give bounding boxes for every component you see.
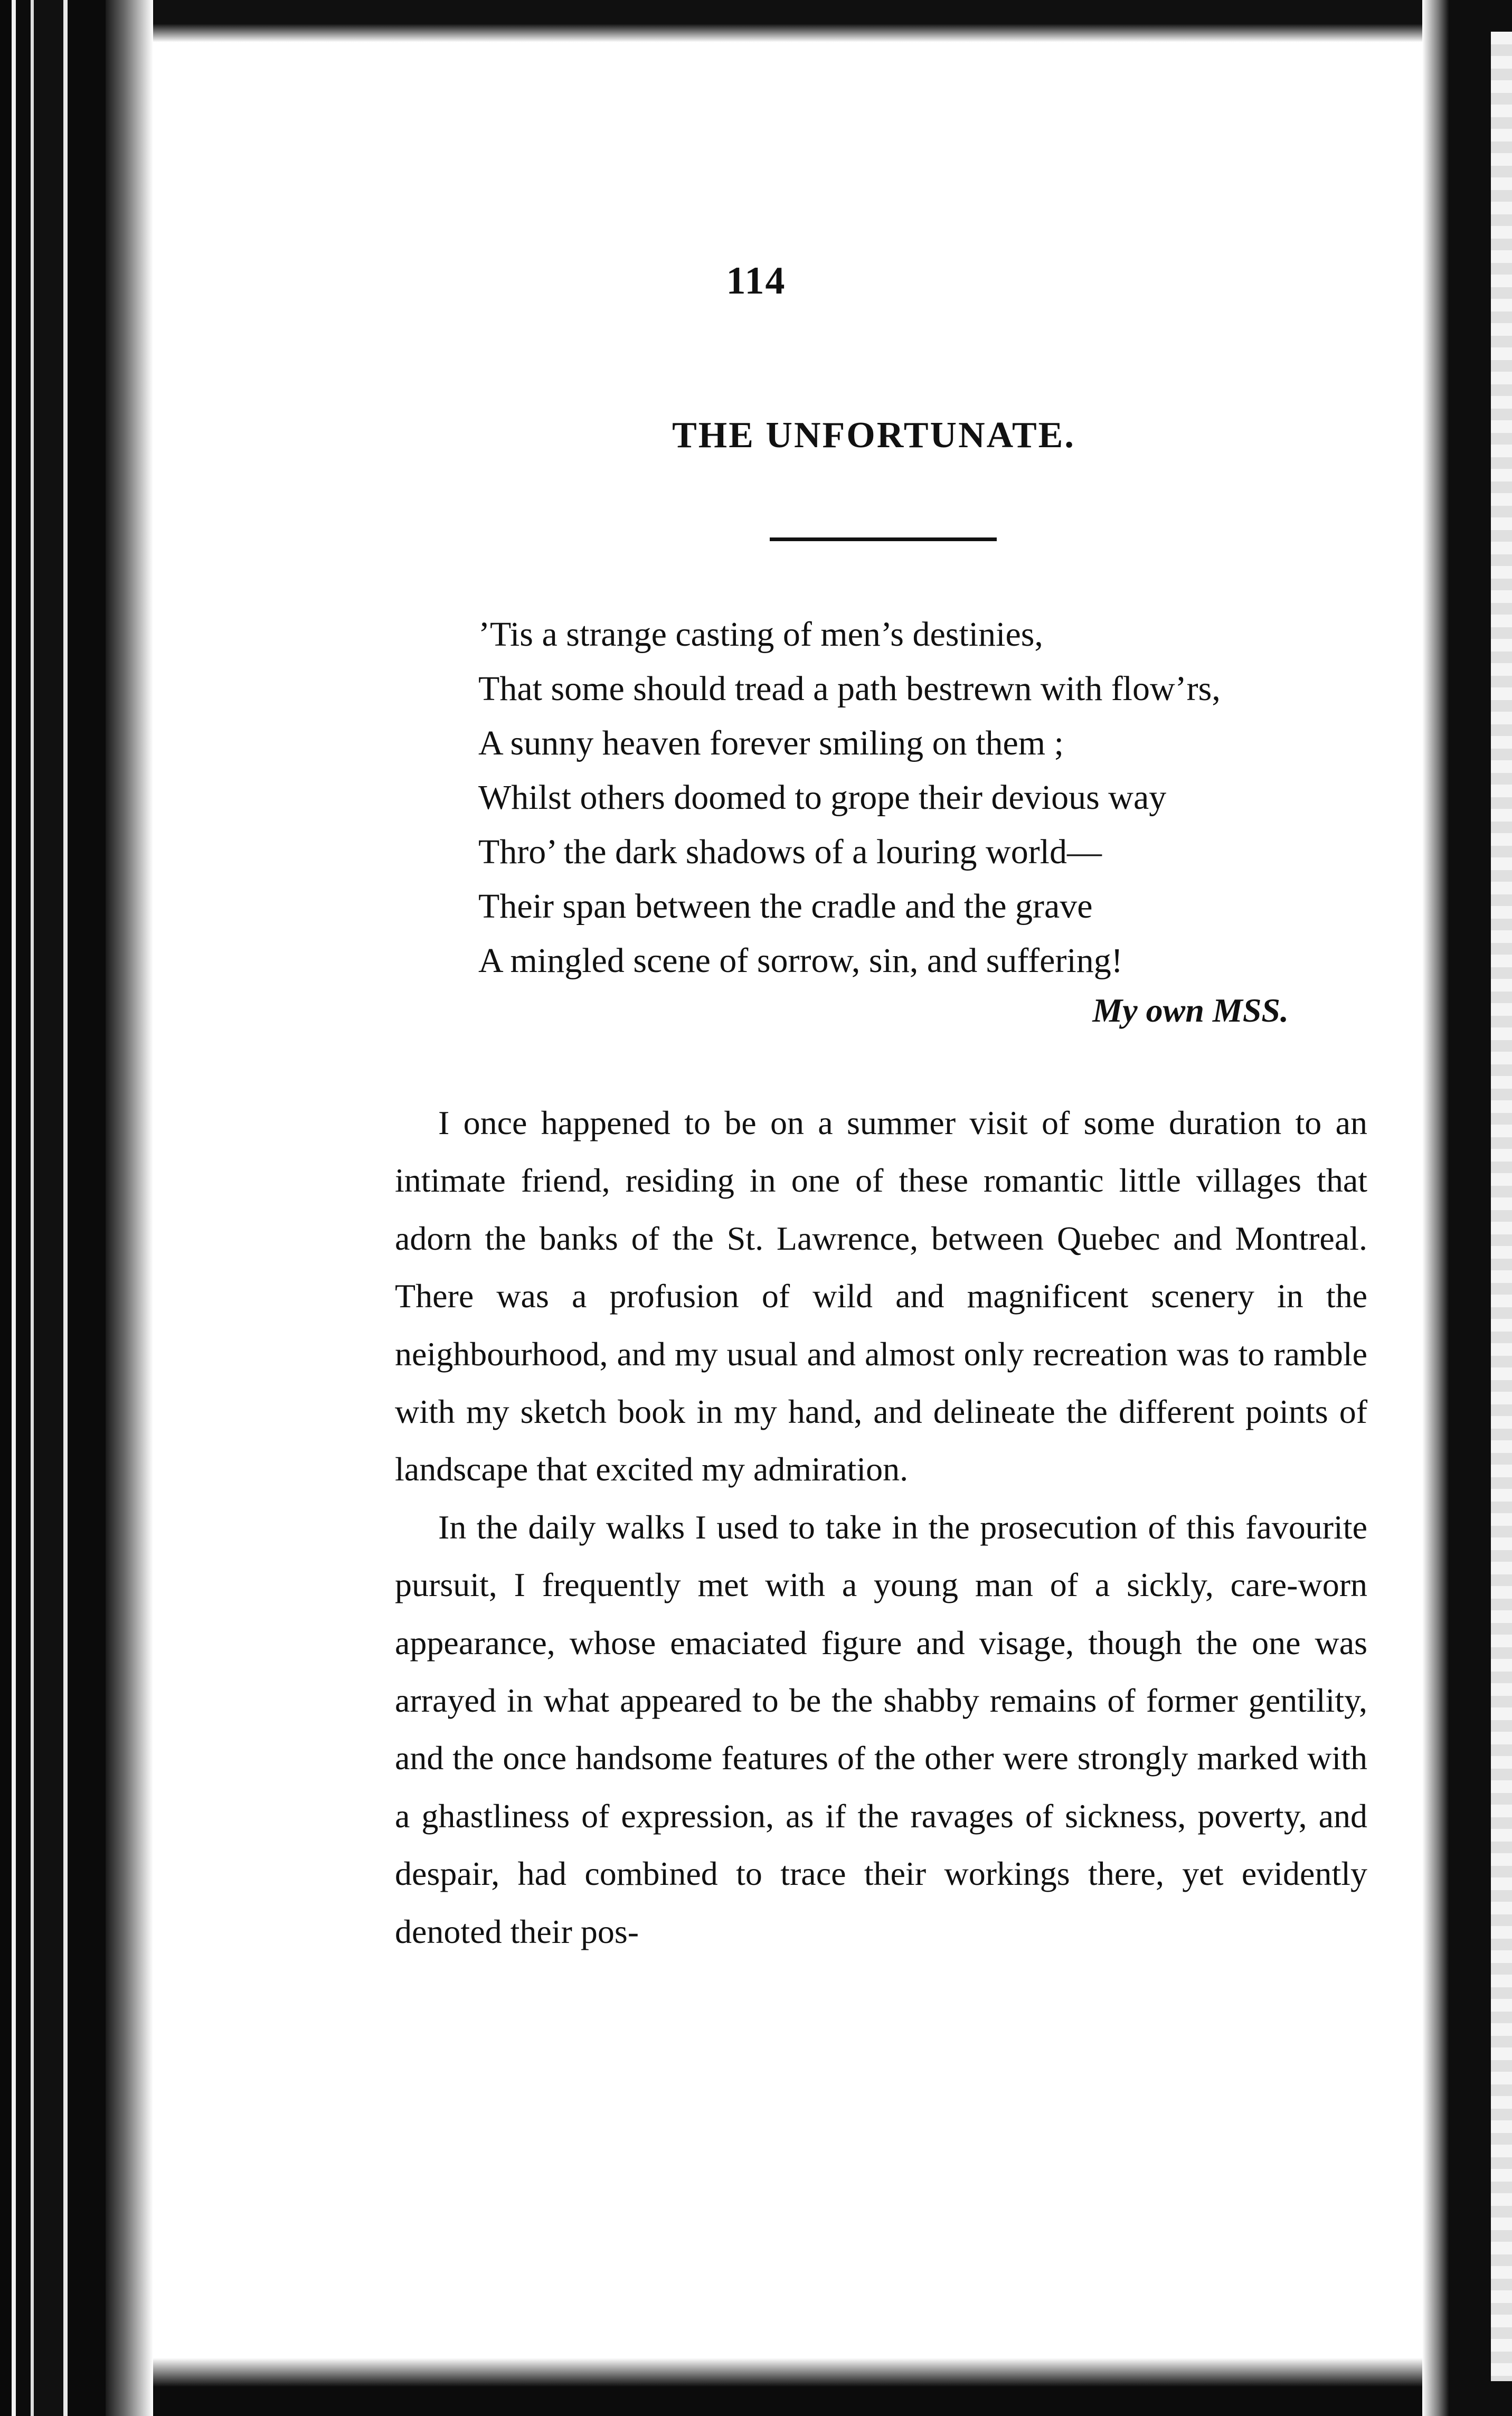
verse-line: A mingled scene of sorrow, sin, and suffering! [478, 941, 1123, 980]
verse-line: Their span between the cradle and the grave [478, 887, 1093, 926]
epigraph-verse [478, 607, 1376, 988]
verse-line: ’Tis a strange casting of men’s destinies, [478, 615, 1043, 654]
body-text [395, 1094, 1367, 1960]
paragraph: I once happened to be on a summer visit of some duration to an intimate friend, residing in one of these romantic little villages that adorn the banks of the St. Lawrence, between Quebec and Montreal. There was a profusion of wild and magnificent scenery in the neighbourhood, and my usual and almost only recreation was to ramble with my sketch book in my hand, and delineate the different points of landscape that excited my admiration. [395, 1104, 1367, 1488]
verse-line: Thro’ the dark shadows of a louring world— [478, 833, 1102, 871]
scan-next-page-sliver [1491, 32, 1512, 2381]
verse-attribution: My own MSS. [1092, 992, 1289, 1029]
verse-line: A sunny heaven forever smiling on them ; [478, 724, 1064, 762]
scan-binding-shadow [106, 0, 153, 2416]
paragraph: In the daily walks I used to take in the prosecution of this favourite pursuit, I frequently met with a young man of a sickly, care-worn appearance, whose emaciated figure and visage, though the one was arrayed in what appeared to be the shabby remains of former gentility, and the once handsome features of the other were strongly marked with a ghastliness of expression, as if the ravages of sickness, poverty, and despair, had combined to trace their workings there, yet evidently denoted their pos- [395, 1508, 1367, 1950]
title-divider-rule [770, 537, 997, 541]
scan-edge-top [0, 0, 1512, 42]
scan-edge-bottom [0, 2358, 1512, 2416]
verse-line: Whilst others doomed to grope their devious way [478, 778, 1167, 817]
verse-line: That some should tread a path bestrewn with flow’rs, [478, 669, 1221, 708]
page-number: 114 [726, 259, 786, 303]
chapter-title: THE UNFORTUNATE. [672, 415, 1075, 456]
